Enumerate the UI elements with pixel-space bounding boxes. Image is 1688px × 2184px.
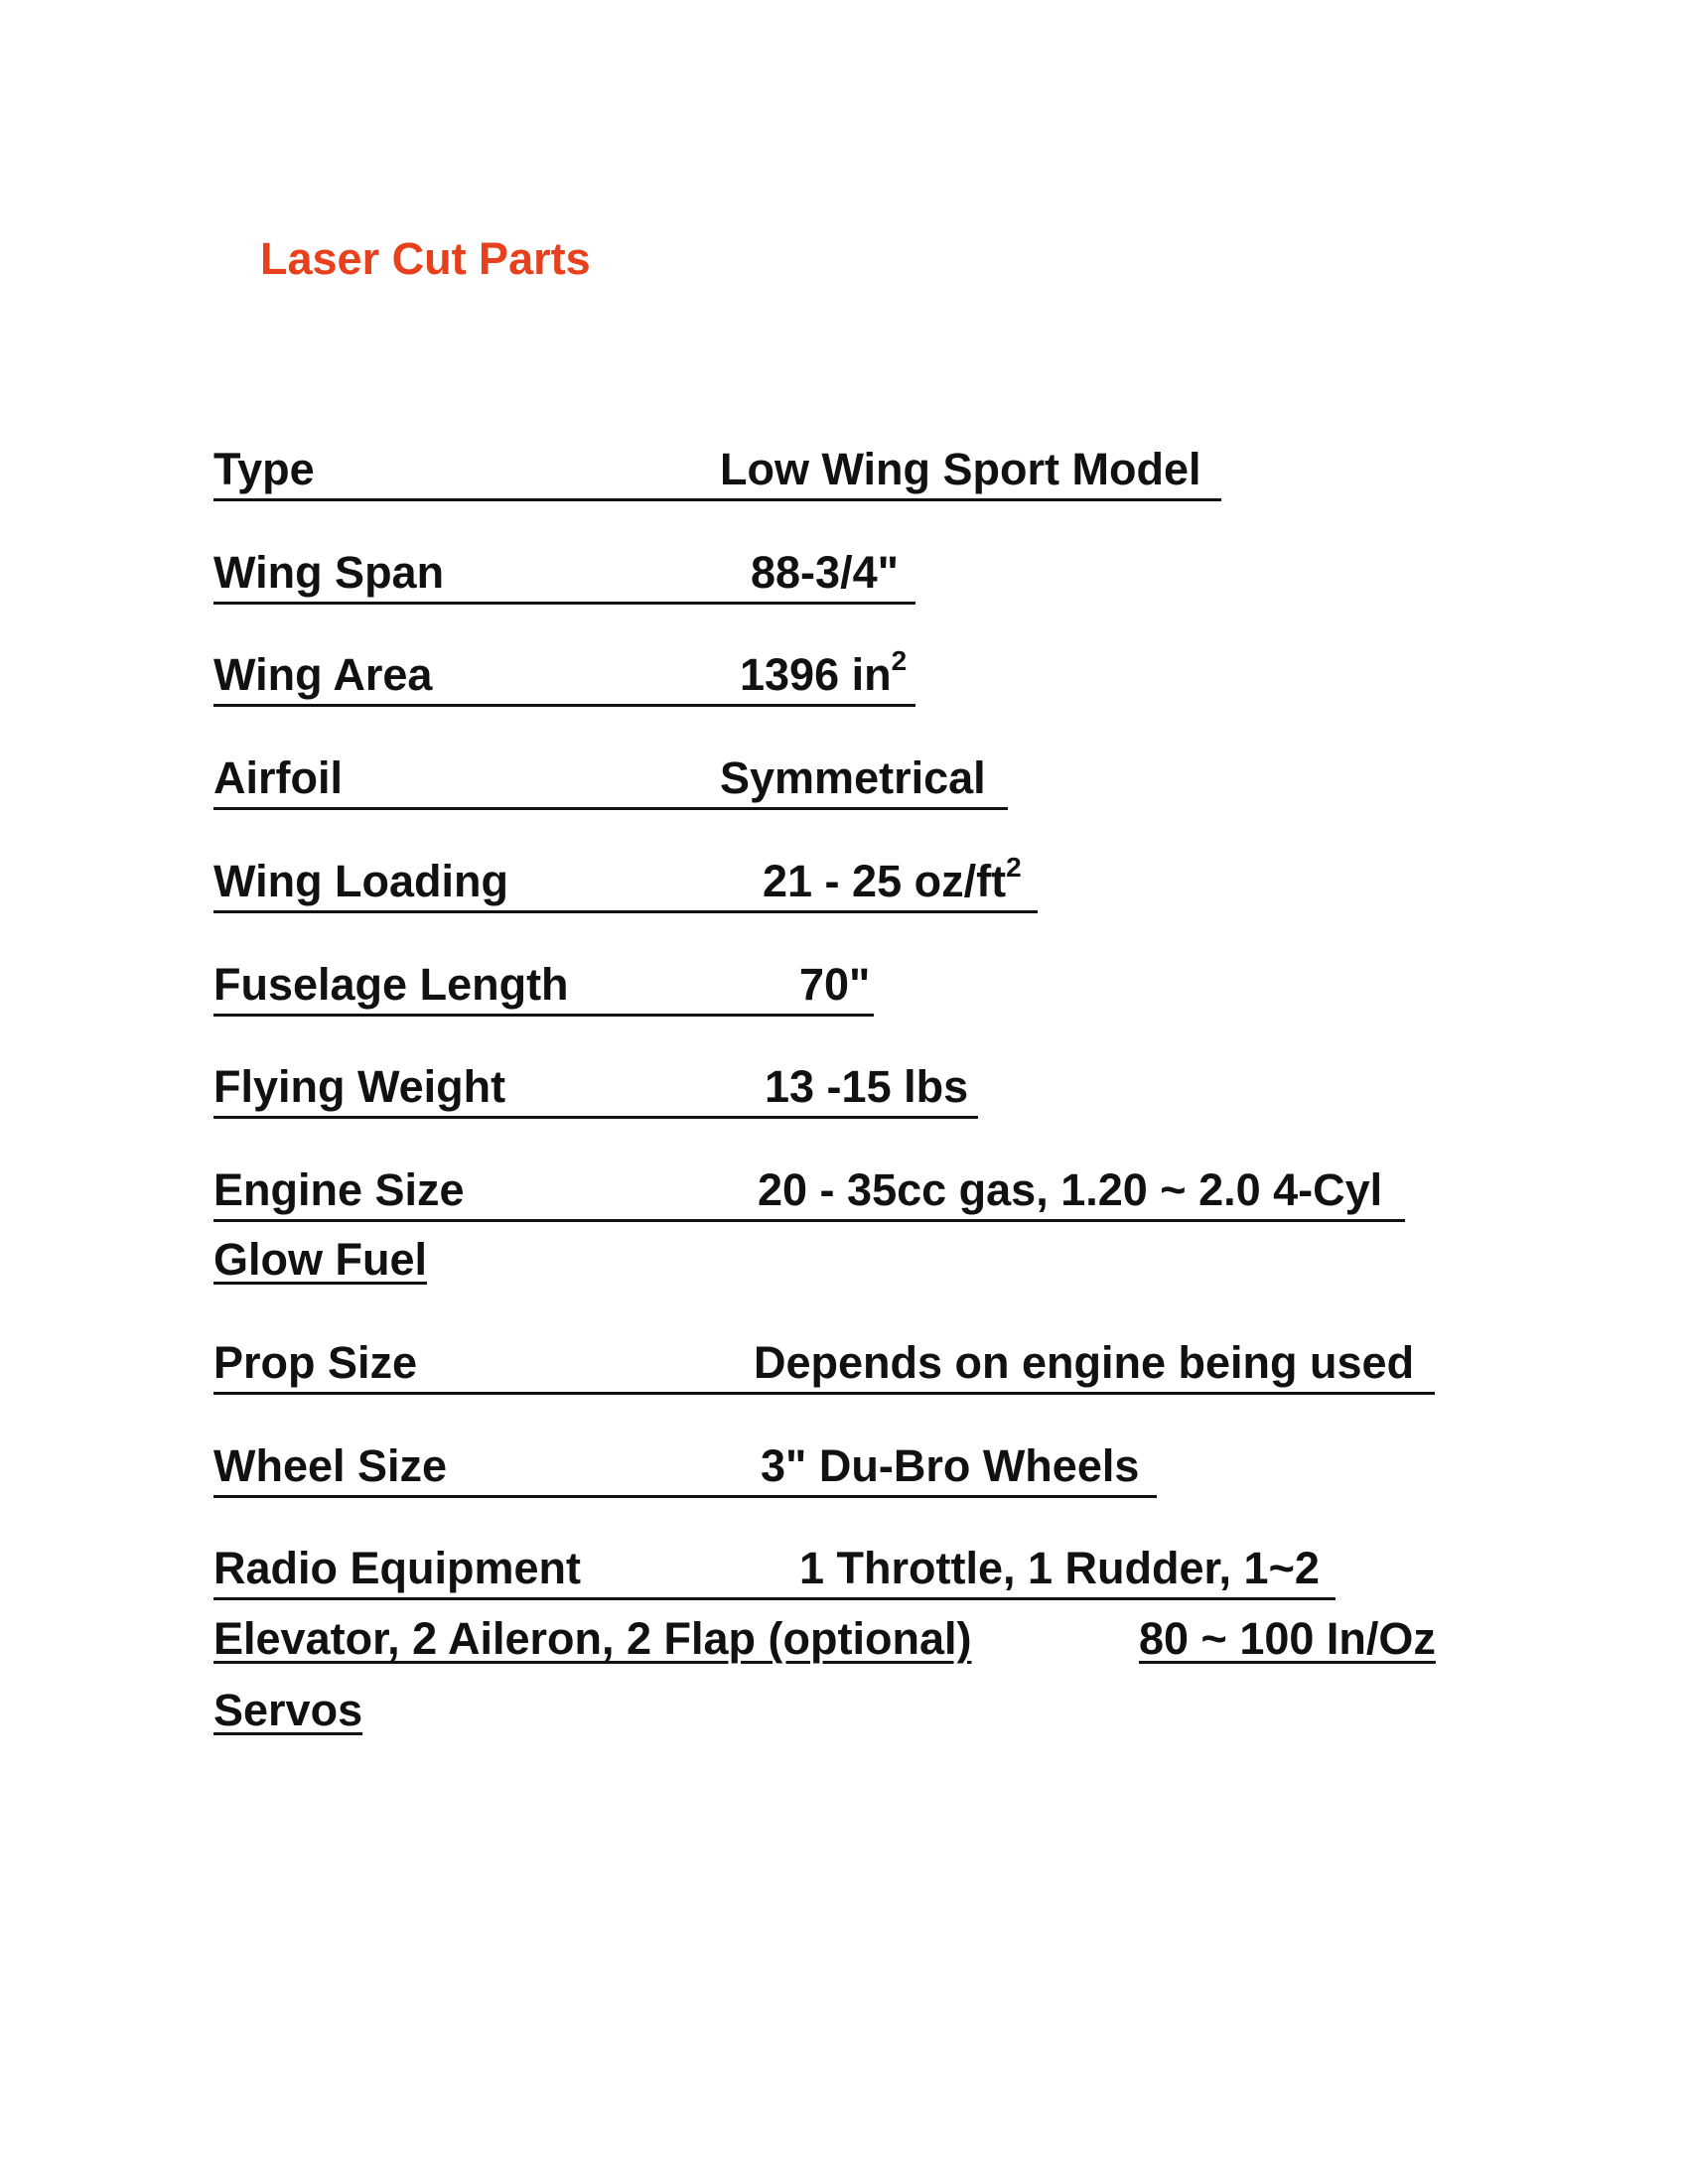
spec-radio-line3: Servos xyxy=(213,1685,363,1735)
spec-label-fuselage-length: Fuselage Length xyxy=(213,959,569,1010)
spec-radio-line2-right: 80 ~ 100 In/Oz xyxy=(1139,1613,1436,1664)
spec-value-engine-size: 20 - 35cc gas, 1.20 ~ 2.0 4-Cyl xyxy=(758,1164,1383,1215)
spec-label-type: Type xyxy=(213,444,315,494)
spec-label-wing-area: Wing Area xyxy=(213,649,433,700)
superscript: 2 xyxy=(891,645,908,676)
spec-label-wing-span: Wing Span xyxy=(213,547,445,598)
spec-row-wing-loading xyxy=(213,852,1048,906)
spec-row-fuselage-length xyxy=(213,959,909,1010)
spec-value-wheel-size: 3" Du-Bro Wheels xyxy=(761,1440,1140,1491)
spec-row-type xyxy=(213,444,1226,494)
spec-row-prop-size xyxy=(213,1337,1445,1388)
spec-value-type: Low Wing Sport Model xyxy=(720,444,1201,494)
spec-label-radio-equipment: Radio Equipment xyxy=(213,1543,581,1593)
spec-row-wheel-size xyxy=(213,1440,1167,1491)
spec-value-flying-weight: 13 -15 lbs xyxy=(765,1061,969,1112)
spec-continuation-engine-size: Glow Fuel xyxy=(213,1234,428,1285)
spec-label-wing-loading: Wing Loading xyxy=(213,856,509,906)
spec-label-prop-size: Prop Size xyxy=(213,1337,418,1388)
spec-radio-line2-left: Elevator, 2 Aileron, 2 Flap (optional) xyxy=(213,1613,972,1664)
spec-value-radio-equipment: 1 Throttle, 1 Rudder, 1~2 xyxy=(799,1543,1320,1593)
spec-value-wing-area: 1396 $in^2$ xyxy=(740,645,908,700)
page-title: Laser Cut Parts xyxy=(260,233,591,284)
spec-label-engine-size: Engine Size xyxy=(213,1164,465,1215)
spec-row-airfoil xyxy=(213,752,1028,803)
spec-label-wheel-size: Wheel Size xyxy=(213,1440,448,1491)
spec-label-flying-weight: Flying Weight xyxy=(213,1061,506,1112)
spec-row-wing-area xyxy=(213,645,928,700)
spec-value-prop-size: Depends on engine being used xyxy=(754,1337,1415,1388)
spec-row-engine-size xyxy=(213,1164,1415,1215)
spec-value-fuselage-length: 70" xyxy=(799,959,871,1010)
superscript: 2 xyxy=(1006,852,1022,883)
spec-row-flying-weight xyxy=(213,1061,988,1112)
spec-row-wing-span xyxy=(213,547,928,598)
spec-row-radio-equipment xyxy=(213,1543,1345,1593)
spec-value-airfoil: Symmetrical xyxy=(720,752,986,803)
spec-value-wing-loading: 21 - 25 $oz/ft^2$ xyxy=(763,852,1022,906)
spec-label-airfoil: Airfoil xyxy=(213,752,343,803)
spec-value-wing-span: 88-3/4" xyxy=(751,547,899,598)
